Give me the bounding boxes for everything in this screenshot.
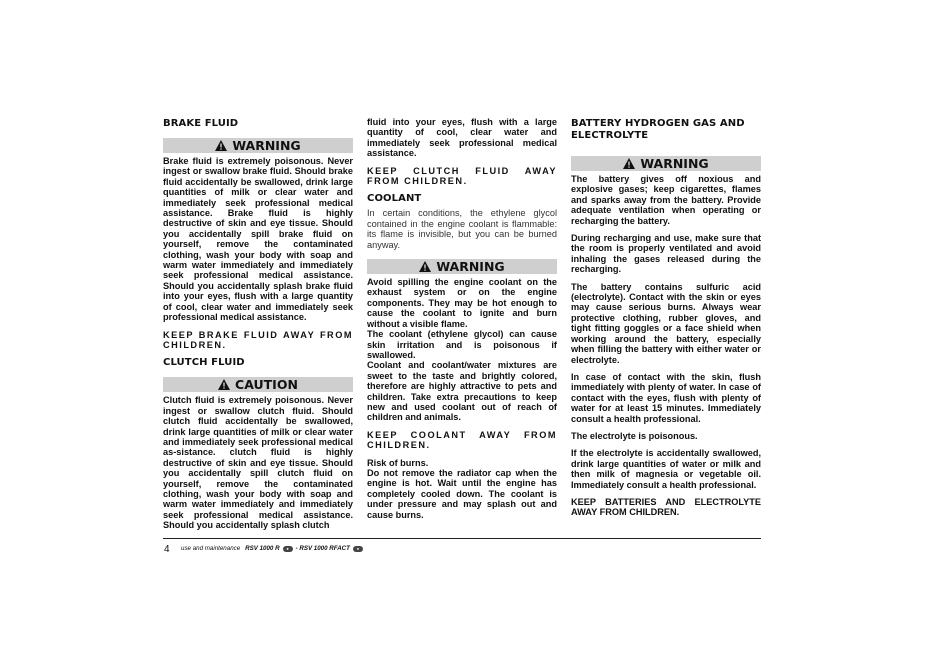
warning-box (367, 259, 557, 274)
coolant-warning-text-1: Avoid spilling the engine coolant on the exhaust system or on the engine components. They may be hot enough to cause the coolant to ignite and burn without a visible flame. (367, 277, 557, 329)
language-badge-icon: ● (283, 546, 293, 552)
footer-model-2: - RSV 1000 RFACT (295, 545, 350, 552)
coolant-intro-text: In certain conditions, the ethylene glycol contained in the engine coolant is flammable: its flame is invisible, but you can be burned anyway. (367, 208, 557, 250)
page-number: 4 (164, 544, 170, 555)
battery-text-1: The battery gives off noxious and explosive gases; keep cigarettes, flames and sparks away from the battery. Provide adequate ventilation when operating or recharging the battery. (571, 174, 761, 226)
battery-keep-away-text: KEEP BATTERIES AND ELECTROLYTE AWAY FROM CHILDREN. (571, 496, 761, 518)
coolant-keep-away-text: KEEP COOLANT AWAY FROM CHILDREN. (367, 429, 557, 451)
caution-box (163, 377, 353, 392)
warning-triangle-icon (215, 140, 227, 151)
battery-text-6: If the electrolyte is accidentally swallowed, drink large quantities of water or milk and then milk of magnesia or vegetable oil. Immediately consult a health professional. (571, 448, 761, 490)
page-footer (163, 538, 761, 557)
battery-heading: BATTERY HYDROGEN GAS AND ELECTROLYTE (571, 118, 745, 141)
footer-caption (181, 545, 366, 552)
warning-box (571, 156, 761, 171)
clutch-fluid-text: Clutch fluid is extremely poisonous. Never ingest or swallow clutch fluid. Should clutch fluid accidentally be swallowed, drink large quantities of milk or clear water and immediately seek professional medical as-sistance. clutch fluid is highly destructive of skin and eye tissue. Should you accidentally spill clutch fluid on yourself, remove the contaminated clothing, wash your body with soap and warm water immediately and immediately seek professional medical assistance. Should you accidentally splash clutch (163, 395, 353, 531)
battery-text-2: During recharging and use, make sure that the room is properly ventilated and avoid inhaling the gases released during the recharging. (571, 233, 761, 275)
clutch-keep-away-text: KEEP CLUTCH FLUID AWAY FROM CHILDREN. (367, 165, 557, 187)
clutch-fluid-heading: CLUTCH FLUID (163, 357, 245, 369)
warning-label: WARNING (640, 156, 709, 171)
clutch-fluid-continued-text: fluid into your eyes, flush with a large quantity of cool, clear water and immediately seek professional medical assistance. (367, 117, 557, 159)
coolant-warning-text-3: Coolant and coolant/water mixtures are sweet to the taste and brightly colored, therefore are highly attractive to pets and children. Take extra precautions to keep new and used coolant out of reach of children and animals. (367, 360, 557, 423)
battery-text-3: The battery contains sulfuric acid (electrolyte). Contact with the skin or eyes may cause serious burns. Always wear protective clothing, rubber gloves, and tight fitting goggles or a face shield when working around the battery, especially when filling the battery with either water or electrolyte. (571, 281, 761, 365)
warning-triangle-icon (623, 158, 635, 169)
footer-prefix: use and maintenance (181, 545, 241, 552)
warning-label: WARNING (232, 138, 301, 153)
column-2 (367, 117, 557, 527)
coolant-heading: COOLANT (367, 193, 422, 205)
battery-text-5: The electrolyte is poisonous. (571, 430, 698, 441)
warning-triangle-icon (419, 261, 431, 272)
warning-triangle-icon (218, 379, 230, 390)
brake-keep-away-text: KEEP BRAKE FLUID AWAY FROM CHILDREN. (163, 329, 353, 350)
column-1 (163, 117, 353, 531)
battery-text-4: In case of contact with the skin, flush immediately with plenty of water. In case of contact with the eyes, flush with plenty of water for at least 15 minutes. Immediately consult a health professional. (571, 371, 761, 424)
footer-model-1: RSV 1000 R (245, 545, 280, 552)
brake-fluid-text: Brake fluid is extremely poisonous. Never ingest or swallow brake fluid. Should brake fluid accidentally be swallowed, drink large quantities of milk or clear water and immediately seek professional medical assistance. Brake fluid is highly destructive of skin and eye tissue. Should you accidentally spill brake fluid on yourself, remove the contaminated clothing, wash your body with soap and warm water immediately and immediately seek professional medical assistance. Should you accidentally splash brake fluid into your eyes, flush with a large quantity of cool, clear water and immediately seek professional medical assistance. (163, 156, 353, 323)
caution-label: CAUTION (235, 377, 298, 393)
risk-of-burns-title: Risk of burns. (367, 457, 429, 468)
warning-label: WARNING (436, 259, 505, 275)
column-3 (571, 117, 761, 525)
warning-box (163, 138, 353, 153)
brake-fluid-heading: BRAKE FLUID (163, 118, 239, 129)
language-badge-icon: ● (353, 546, 363, 552)
risk-of-burns-text: Do not remove the radiator cap when the engine is hot. Wait until the engine has completely cooled down. The coolant is under pressure and may splash out and cause burns. (367, 467, 557, 520)
coolant-warning-text-2: The coolant (ethylene glycol) can cause skin irritation and is poisonous if swallowed. (367, 329, 557, 360)
